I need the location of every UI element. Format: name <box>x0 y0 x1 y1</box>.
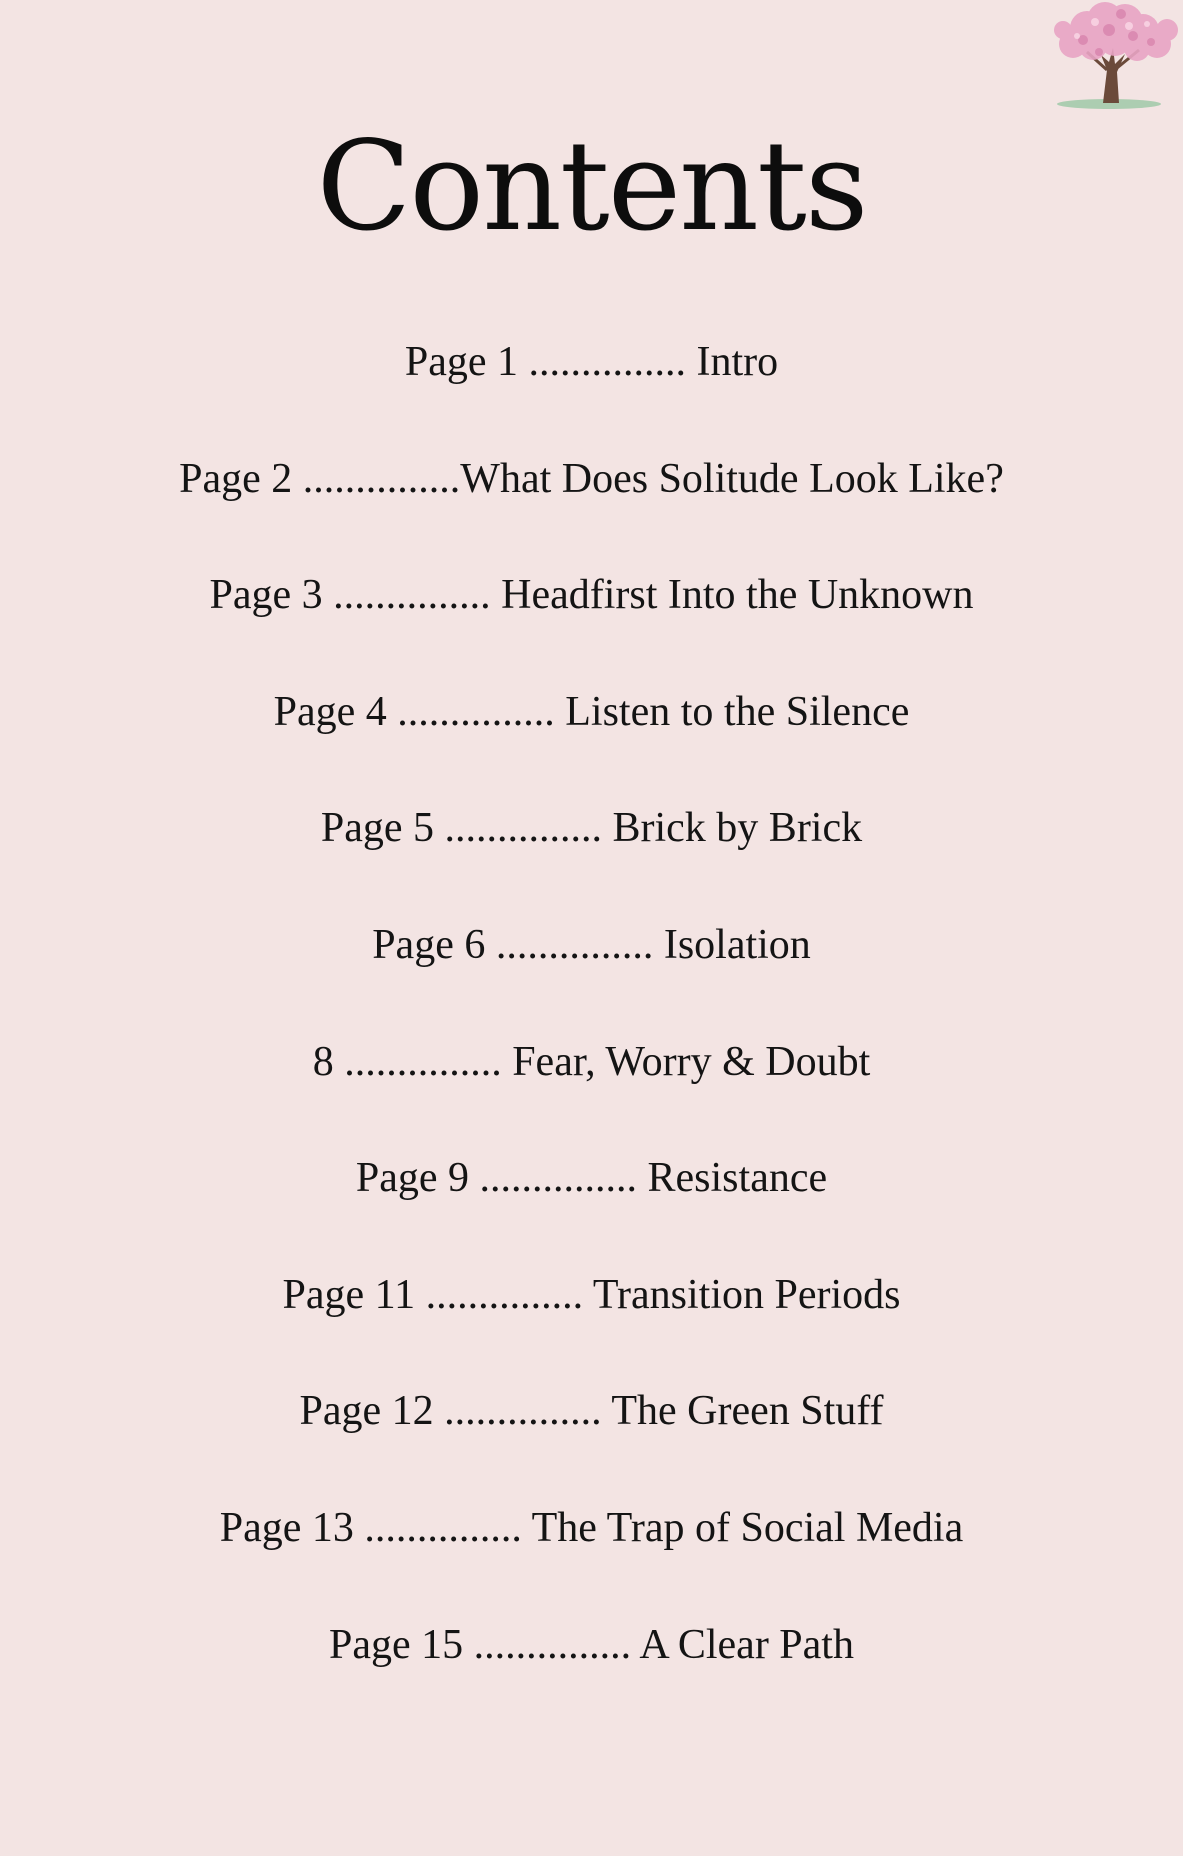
toc-entry: Page 3 ............... Headfirst Into the Unknown <box>209 572 974 619</box>
toc-entry: Page 12 ............... The Green Stuff <box>299 1388 884 1435</box>
page-title: Contents <box>316 115 867 259</box>
toc-entry: Page 4 ............... Listen to the Silence <box>273 688 910 735</box>
toc-entry: Page 1 ............... Intro <box>404 339 779 385</box>
toc-entry: Page 9 ............... Resistance <box>355 1155 828 1202</box>
table-of-contents <box>0 327 1183 1726</box>
toc-entry: Page 5 ............... Brick by Brick <box>320 805 863 852</box>
toc-entry: 8 ............... Fear, Worry & Doubt <box>312 1038 871 1085</box>
toc-entry: Page 13 ............... The Trap of Social Media <box>219 1504 964 1551</box>
toc-entry: Page 6 ............... Isolation <box>372 921 811 968</box>
toc-entry: Page 2 ...............What Does Solitude Look Like? <box>179 455 1004 502</box>
toc-entry: Page 15 ............... A Clear Path <box>329 1621 854 1668</box>
cherry-blossom-tree-icon <box>1043 0 1183 115</box>
toc-entry: Page 11 ............... Transition Periods <box>282 1271 901 1318</box>
